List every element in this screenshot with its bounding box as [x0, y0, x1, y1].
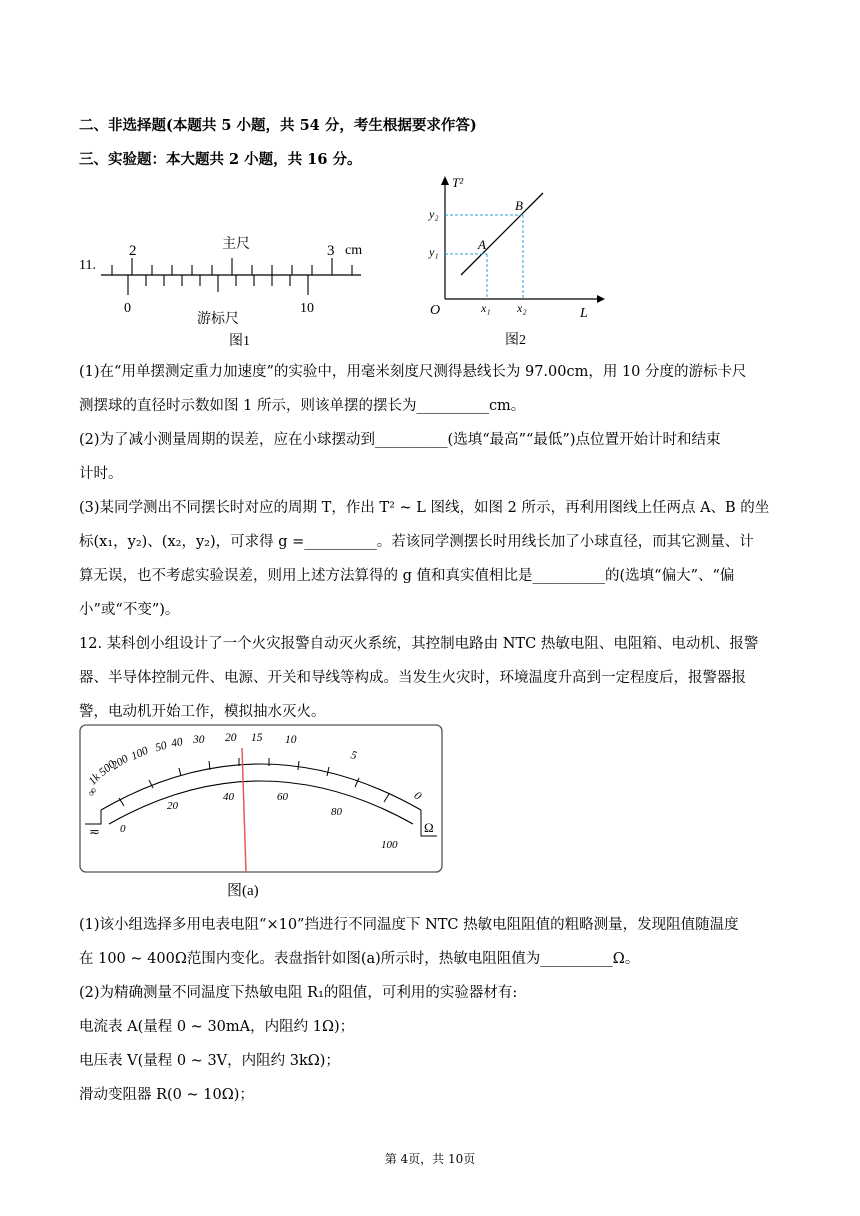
fit-line [461, 193, 543, 275]
svg-text:500: 500 [97, 758, 118, 779]
figure-1-caption: 图1 [229, 334, 250, 349]
unit-cm: cm [345, 243, 363, 258]
origin-label: O [430, 303, 441, 318]
q11-line-3: (2)为了减小测量周期的误差，应在小球摆动到__________(选填“最高”“最低”)点位置开始计时和结束 [79, 432, 721, 448]
q12-line-1: 12. 某科创小组设计了一个火灾报警自动灭火系统，其控制电路由 NTC 热敏电阻、电阻箱、电动机、报警 [79, 636, 759, 652]
q11-line-4: 计时。 [79, 466, 123, 482]
q11-line-1: (1)在“用单摆测定重力加速度”的实验中，用毫米刻度尺测得悬线长为 97.00cm，用 10 分度的游标卡尺 [79, 364, 747, 380]
svg-text:100: 100 [129, 744, 151, 763]
q12-line-3: 警，电动机开始工作，模拟抽水灭火。 [79, 704, 326, 720]
svg-text:100: 100 [381, 839, 398, 851]
point-a-label: A [478, 237, 486, 252]
main-scale-mark-3: 3 [327, 243, 335, 259]
svg-text:0: 0 [411, 789, 424, 803]
svg-text:200: 200 [109, 752, 131, 773]
svg-text:1k: 1k [86, 771, 103, 788]
figure-a-caption: 图(a) [227, 883, 259, 899]
q11-line-6: 标(x₁，y₂)、(x₂，y₂)，可求得 g =__________。若该同学测摆长时用线长加了小球直径，而其它测量、计 [79, 534, 754, 550]
q12-sub1-line-2: 在 100 ~ 400Ω范围内变化。表盘指针如图(a)所示时，热敏电阻阻值为__________Ω。 [79, 951, 640, 967]
vernier-scale-label: 游标尺 [197, 312, 239, 327]
x-axis-label: L [580, 306, 588, 321]
point-b-label: B [515, 198, 523, 213]
svg-text:50: 50 [153, 739, 169, 755]
q12-line-2: 器、半导体控制元件、电源、开关和导线等构成。当发生火灾时，环境温度升高到一定程度后，报警器报 [79, 670, 746, 686]
svg-text:60: 60 [277, 791, 288, 803]
page-footer: 第 4页，共 10页 [384, 1152, 476, 1166]
q12-equipment-rheostat: 滑动变阻器 R(0 ~ 10Ω)； [79, 1087, 254, 1103]
svg-text:∞: ∞ [85, 785, 100, 799]
y-axis-label: T² [452, 175, 464, 190]
q12-equipment-ammeter: 电流表 A(量程 0 ~ 30mA，内阻约 1Ω)； [79, 1019, 355, 1035]
main-scale-label: 主尺 [222, 237, 250, 252]
figure-1-vernier [79, 232, 379, 352]
question-number-11: 11. [79, 258, 96, 273]
figure-2-caption: 图2 [505, 333, 526, 348]
q12-sub1-line-1: (1)该小组选择多用电表电阻“×10”挡进行不同温度下 NTC 热敏电阻阻值的粗略测量，发现阻值随温度 [79, 917, 739, 933]
main-scale-mark-2: 2 [129, 243, 137, 259]
x1-label: x₁ [481, 301, 491, 315]
svg-text:15: 15 [251, 732, 263, 744]
ohm-symbol: Ω [424, 820, 434, 835]
section2-heading: 二、非选择题(本题共 5 小题，共 54 分，考生根据要求作答) [79, 117, 477, 134]
y2-label: y₂ [429, 207, 439, 221]
x2-label: x₂ [517, 301, 527, 315]
svg-text:20: 20 [225, 732, 237, 744]
main-scale-ticks [112, 258, 352, 275]
svg-text:30: 30 [193, 734, 205, 746]
dc-ac-symbol: ≂ [89, 824, 100, 839]
svg-text:20: 20 [167, 800, 178, 812]
vernier-scale-ticks [128, 275, 308, 295]
svg-text:80: 80 [331, 806, 342, 818]
vernier-mark-10: 10 [300, 301, 314, 316]
q12-equipment-voltmeter: 电压表 V(量程 0 ~ 3V，内阻约 3kΩ)； [79, 1053, 340, 1069]
figure-2-graph [425, 172, 610, 352]
q11-line-7: 算无误，也不考虑实验误差，则用上述方法算得的 g 值和真实值相比是__________的(选填“偏大”、“偏 [79, 568, 735, 584]
svg-text:0: 0 [120, 823, 126, 835]
q11-line-8: 小”或“不变”)。 [79, 602, 180, 618]
q12-sub2-line-1: (2)为精确测量不同温度下热敏电阻 R₁的阻值，可利用的实验器材有: [79, 985, 518, 1001]
q11-line-5: (3)某同学测出不同摆长时对应的周期 T，作出 T² ~ L 图线，如图 2 所示，再利用图线上任两点 A、B 的坐 [79, 500, 770, 516]
svg-text:40: 40 [223, 791, 234, 803]
q11-line-2: 测摆球的直径时示数如图 1 所示，则该单摆的摆长为__________cm。 [79, 398, 526, 414]
vernier-mark-0: 0 [124, 301, 131, 316]
section3-heading: 三、实验题：本大题共 2 小题，共 16 分。 [79, 151, 362, 168]
svg-text:10: 10 [285, 734, 297, 746]
figure-a-multimeter-dial [79, 724, 445, 904]
svg-text:5: 5 [349, 749, 358, 763]
svg-text:40: 40 [170, 735, 184, 751]
y1-label: y₁ [429, 245, 439, 259]
